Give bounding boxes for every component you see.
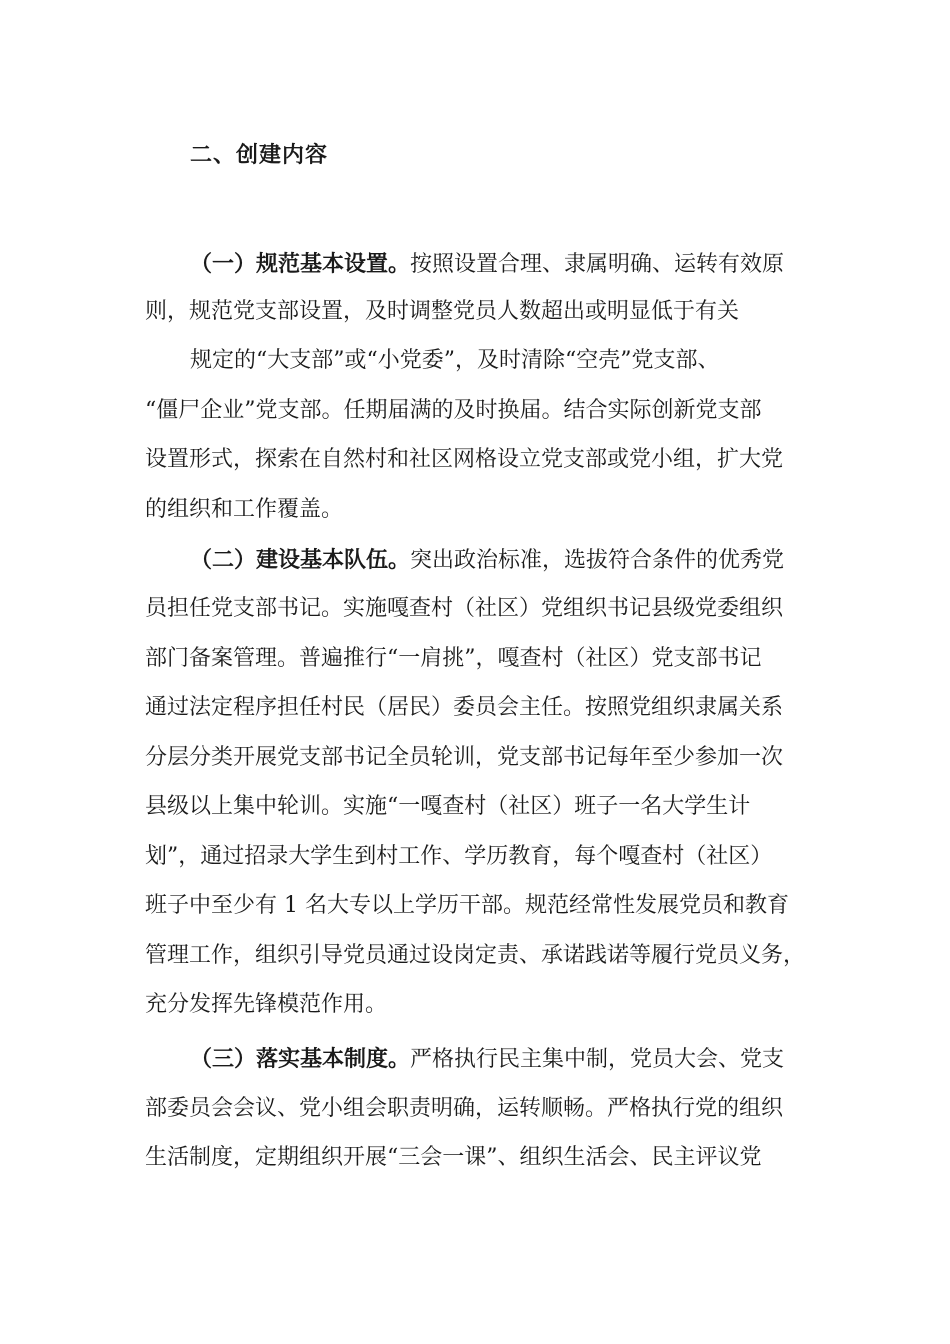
- paragraph-line: “僵尸企业”党支部。任期届满的及时换届。结合实际创新党支部: [145, 398, 762, 423]
- paragraph-line: [190, 1044, 784, 1075]
- paragraph-line: 管理工作，组织引导党员通过设岗定责、承诺践诺等履行党员义务，: [145, 943, 806, 968]
- paragraph-line: 设置形式，探索在自然村和社区网格设立党支部或党小组，扩大党: [145, 447, 784, 472]
- paragraph-text: 按照设置合理、隶属明确、运转有效原: [410, 252, 785, 277]
- paragraph-line: 班子中至少有 1 名大专以上学历干部。规范经常性发展党员和教育: [145, 893, 789, 918]
- paragraph-lead: （三）落实基本制度。: [190, 1046, 411, 1072]
- paragraph-line: [190, 545, 784, 576]
- paragraph-line: 部门备案管理。普遍推行“一肩挑”，嘎查村（社区）党支部书记: [145, 646, 762, 671]
- paragraph-lead: （二）建设基本队伍。: [190, 547, 411, 573]
- section-heading: 二、创建内容: [190, 142, 329, 168]
- paragraph-lead: （一）规范基本设置。: [190, 251, 411, 277]
- paragraph-line: 划”，通过招录大学生到村工作、学历教育，每个嘎查村（社区）: [145, 844, 773, 869]
- paragraph-line: 则，规范党支部设置，及时调整党员人数超出或明显低于有关: [145, 299, 740, 324]
- paragraph-line: 生活制度，定期组织开展“三会一课”、组织生活会、民主评议党: [145, 1145, 762, 1170]
- paragraph-line: 规定的“大支部”或“小党委”，及时清除“空壳”党支部、: [190, 348, 720, 373]
- paragraph-text: 严格执行民主集中制，党员大会、党支: [410, 1047, 785, 1072]
- paragraph-text: 突出政治标准，选拔符合条件的优秀党: [410, 548, 785, 573]
- paragraph-line: 县级以上集中轮训。实施“一嘎查村（社区）班子一名大学生计: [145, 794, 751, 819]
- paragraph-line: 部委员会会议、党小组会职责明确，运转顺畅。严格执行党的组织: [145, 1096, 784, 1121]
- paragraph-line: 分层分类开展党支部书记全员轮训，党支部书记每年至少参加一次: [145, 745, 784, 770]
- paragraph-line: 通过法定程序担任村民（居民）委员会主任。按照党组织隶属关系: [145, 695, 784, 720]
- paragraph-line: 的组织和工作覆盖。: [145, 497, 344, 522]
- paragraph-line: 员担任党支部书记。实施嘎查村（社区）党组织书记县级党委组织: [145, 596, 784, 621]
- paragraph-line: [190, 249, 784, 280]
- paragraph-line: 充分发挥先锋模范作用。: [145, 992, 388, 1017]
